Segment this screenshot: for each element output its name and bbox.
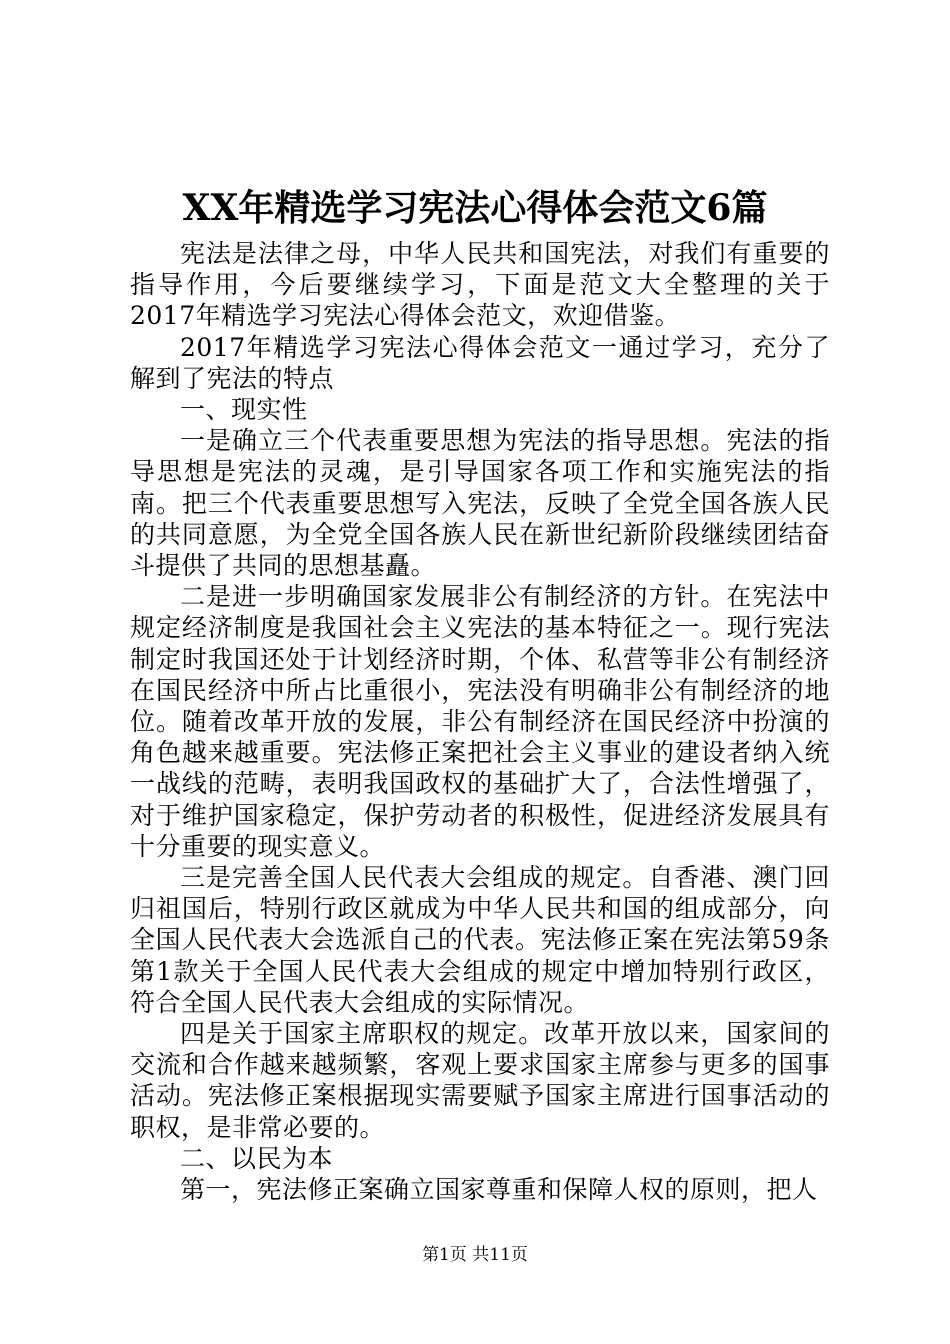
page-number-footer: 第1页 共11页 bbox=[422, 1245, 528, 1265]
paragraph-point-four: 四是关于国家主席职权的规定。改革开放以来，国家间的交流和合作越来越频繁，客观上要求国家主席参与更多的国事活动。宪法修正案根据现实需要赋予国家主席进行国事活动的职权，是非常必要的。 bbox=[130, 1019, 830, 1142]
paragraph-point-one: 一是确立三个代表重要思想为宪法的指导思想。宪法的指导思想是宪法的灵魂，是引导国家各项工作和实施宪法的指南。把三个代表重要思想写入宪法，反映了全党全国各族人民的共同意愿，为全党全国各族人民在新世纪新阶段继续团结奋斗提供了共同的思想基矗。 bbox=[130, 426, 830, 581]
document-title: XX年精选学习宪法心得体会范文6篇 bbox=[182, 187, 768, 229]
section-heading-people-oriented: 二、以民为本 bbox=[180, 1143, 334, 1173]
paragraph-article-one-heading: 2017年精选学习宪法心得体会范文一通过学习，充分了解到了宪法的特点 bbox=[130, 332, 830, 393]
paragraph-point-three: 三是完善全国人民代表大会组成的规定。自香港、澳门回归祖国后，特别行政区就成为中华人民共和国的组成部分，向全国人民代表大会选派自己的代表。宪法修正案在宪法第59条第1款关于全国人民代表大会组成的规定中增加特别行政区，符合全国人民代表大会组成的实际情况。 bbox=[130, 863, 830, 1017]
document-body bbox=[130, 238, 830, 1205]
paragraph-point-two: 二是进一步明确国家发展非公有制经济的方针。在宪法中规定经济制度是我国社会主义宪法的基本特征之一。现行宪法制定时我国还处于计划经济时期，个体、私营等非公有制经济在国民经济中所占比重很小，宪法没有明确非公有制经济的地位。随着改革开放的发展，非公有制经济在国民经济中扮演的角色越来越重要。宪法修正案把社会主义事业的建设者纳入统一战线的范畴，表明我国政权的基础扩大了，合法性增强了，对于维护国家稳定，保护劳动者的积极性，促进经济发展具有十分重要的现实意义。 bbox=[130, 582, 830, 861]
paragraph-intro: 宪法是法律之母，中华人民共和国宪法，对我们有重要的指导作用，今后要继续学习，下面是范文大全整理的关于2017年精选学习宪法心得体会范文，欢迎借鉴。 bbox=[130, 239, 830, 331]
section-heading-reality: 一、现实性 bbox=[180, 395, 308, 425]
paragraph-first-point: 第一，宪法修正案确立国家尊重和保障人权的原则，把人 bbox=[180, 1175, 818, 1205]
